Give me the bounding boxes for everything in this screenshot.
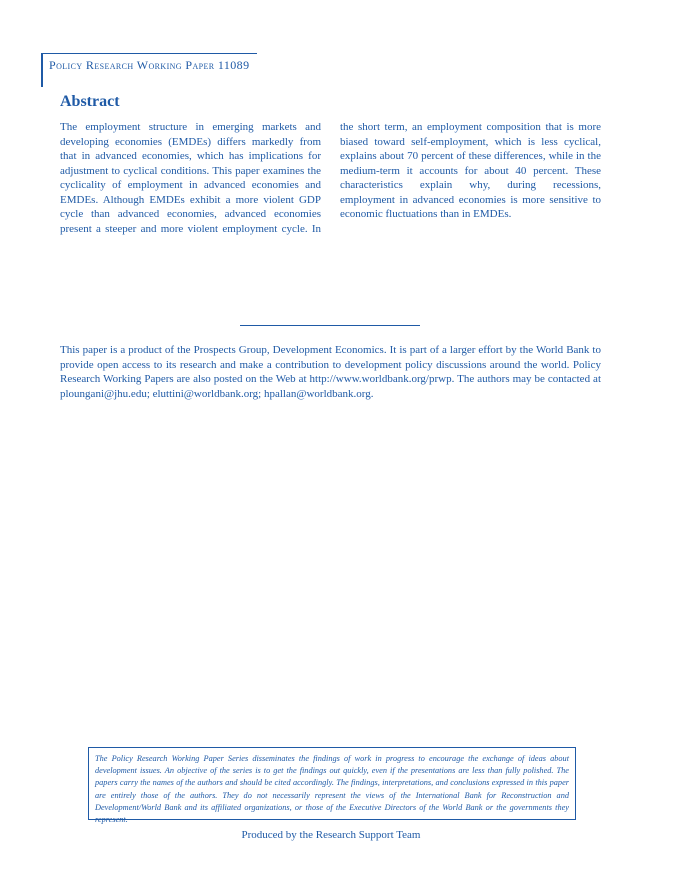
series-header xyxy=(41,53,257,87)
abstract-body: The employment structure in emerging markets and developing economies (EMDEs) differs markedly from that in advanced economies, which has implications for adjustment to cyclical conditions. This paper examines the cyclicality of employment in advanced economies and EMDEs. Although EMDEs exhibit a more violent GDP cycle than advanced economies, advanced economies present a steeper and more violent employment cycle. In the short term, an employment composition that is more biased toward self-employment, which is less cyclical, explains about 70 percent of these differences, while in the medium-term it accounts for about 40 percent. These characteristics explain why, during recessions, employment in advanced economies is more sensitive to economic fluctuations than in EMDEs. xyxy=(60,121,601,235)
product-note: This paper is a product of the Prospects Group, Development Economics. It is part of a larger effort by the World Bank to provide open access to its research and make a contribution to development policy discussions around the world. Policy Research Working Papers are also posted on the Web at http://www.worldbank.org/prwp. The authors may be contacted at ploungani@jhu.edu; eluttini@worldbank.org; hpallan@worldbank.org. xyxy=(60,344,601,400)
footer-credit: Produced by the Research Support Team xyxy=(241,829,421,841)
series-label: Policy Research Working Paper 11089 xyxy=(49,58,250,72)
disclaimer-text: The Policy Research Working Paper Series disseminates the findings of work in progress to encourage the exchange of ideas about development issues. An objective of the series is to get the findings out quickly, even if the presentations are less than fully polished. The papers carry the names of the authors and should be cited accordingly. The findings, interpretations, and conclusions expressed in this paper are entirely those of the authors. They do not necessarily represent the views of the International Bank for Reconstruction and Development/World Bank and its affiliated organizations, or those of the Executive Directors of the World Bank or the governments they represent. xyxy=(95,754,569,825)
abstract-heading: Abstract xyxy=(60,93,120,110)
section-divider xyxy=(240,325,420,326)
disclaimer-box xyxy=(88,747,576,825)
